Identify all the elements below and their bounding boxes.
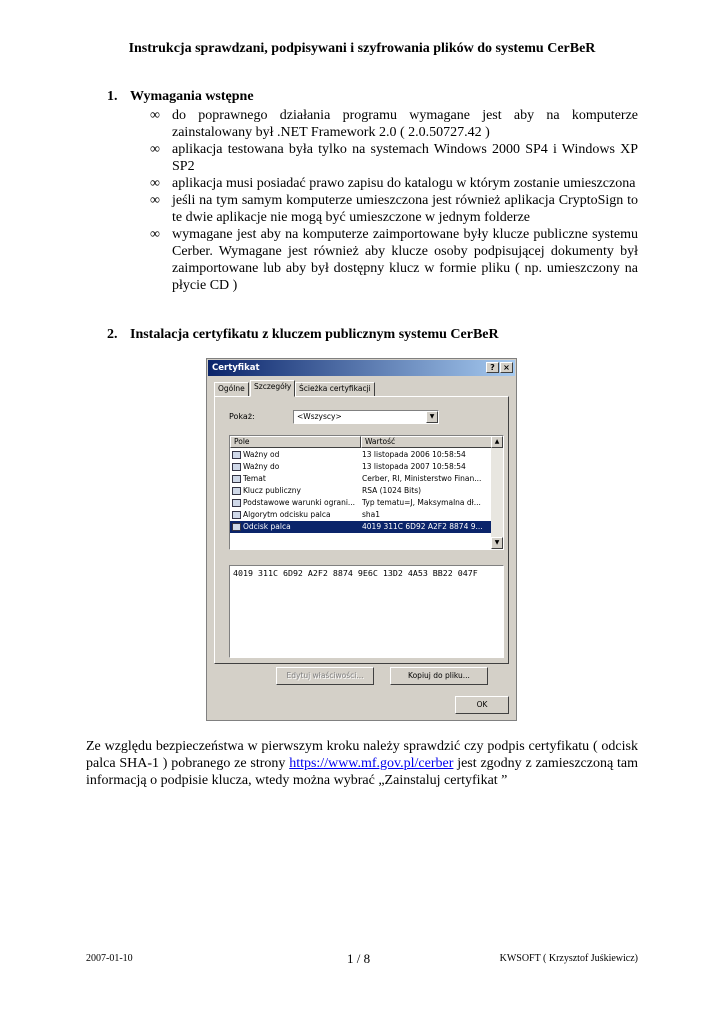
details-panel [214,396,509,664]
show-label: Pokaż: [229,412,255,421]
infinity-bullet-icon: ∞ [150,142,160,157]
scroll-down-icon[interactable]: ▼ [491,537,503,549]
infinity-bullet-icon: ∞ [150,176,160,191]
column-header-value[interactable]: Wartość [361,436,492,448]
page-number: 1 / 8 [347,951,371,966]
show-select[interactable] [293,410,439,424]
requirement-item: ∞ jeśli na tym samym komputerze umieszczona jest również aplikacja CryptoSign to te dwie aplikacje nie mogą być umieszczone w jednym folderze [150,193,638,225]
list-item[interactable]: Temat Cerber, RI, Ministerstwo Finan... [230,473,492,485]
dialog-titlebar [208,360,515,376]
section-1-heading [107,89,254,105]
certificate-field-icon [232,463,241,471]
copy-to-file-button[interactable]: Kopiuj do pliku... [390,667,488,685]
section-2-heading [107,327,499,343]
tab-details[interactable]: Szczegóły [250,380,295,397]
tab-certification-path[interactable]: Ścieżka certyfikacji [295,382,375,397]
list-item[interactable]: Podstawowe warunki ograni... Typ tematu=J, Maksymalna dł... [230,497,492,509]
list-item[interactable]: Ważny do 13 listopada 2007 10:58:54 [230,461,492,473]
requirement-item: ∞ aplikacja musi posiadać prawo zapisu do katalogu w którym zostanie umieszczona [150,176,636,191]
requirement-item: ∞ do poprawnego działania programu wymagane jest aby na komputerze zainstalowany był .NET Framework 2.0 ( 2.0.50727.42 ) [150,108,638,140]
requirement-item: ∞ aplikacja testowana była tylko na systemach Windows 2000 SP4 i Windows XP SP2 [150,142,638,174]
show-select-value: <Wszyscy> [297,412,342,421]
field-value-textbox[interactable]: 4019 311C 6D92 A2F2 8874 9E6C 13D2 4A53 BB22 047F [229,565,504,658]
help-button[interactable]: ? [486,362,499,373]
scroll-up-icon[interactable]: ▲ [491,436,503,448]
section-2-title: Instalacja certyfikatu z kluczem publicznym systemu CerBeR [130,327,499,342]
certificate-field-icon [232,487,241,495]
infinity-bullet-icon: ∞ [150,193,160,208]
requirement-item: ∞ wymagane jest aby na komputerze zaimportowane były klucze publiczne systemu Cerber. Wymagane jest również aby klucze osoby podpisującej dokumenty był zaimportowane lub aby był dostępny klucz w formie pliku ( np. umieszczony na płycie CD ) [150,227,638,293]
requirements-list [150,107,638,294]
footer-date: 2007-01-10 [86,953,133,964]
section-1-number: 1. [107,89,118,104]
property-field-icon [232,523,241,531]
extension-field-icon [232,499,241,507]
column-header-field[interactable]: Pole [230,436,361,448]
ok-button[interactable]: OK [455,696,509,714]
tab-general[interactable]: Ogólne [214,382,249,397]
list-item-selected[interactable]: Odcisk palca 4019 311C 6D92 A2F2 8874 9... [230,521,492,533]
property-field-icon [232,511,241,519]
edit-properties-button: Edytuj właściwości... [276,667,374,685]
certificate-field-icon [232,451,241,459]
fields-list[interactable] [229,435,504,550]
infinity-bullet-icon: ∞ [150,227,160,242]
list-item[interactable]: Ważny od 13 listopada 2006 10:58:54 [230,449,492,461]
section-2-number: 2. [107,327,118,342]
chevron-down-icon[interactable]: ▼ [426,411,438,423]
close-button[interactable]: × [500,362,513,373]
instruction-paragraph: Ze względu bezpieczeństwa w pierwszym kroku należy sprawdzić czy podpis certyfikatu ( odcisk palca SHA-1 ) pobranego ze strony https://www.mf.gov.pl/cerber jest zgodny z zamieszczoną tam informacją o podpisie klucza, wtedy można wybrać „Zainstaluj certyfikat ” [86,739,638,788]
footer-author: KWSOFT ( Krzysztof Juśkiewicz) [499,953,638,964]
certificate-dialog [206,358,517,721]
section-1-title: Wymagania wstępne [130,89,254,104]
document-title: Instrukcja sprawdzani, podpisywani i szyfrowania plików do systemu CerBeR [128,41,596,56]
certificate-field-icon [232,475,241,483]
dialog-title: Certyfikat [212,363,260,373]
list-item[interactable]: Klucz publiczny RSA (1024 Bits) [230,485,492,497]
cerber-link[interactable]: https://www.mf.gov.pl/cerber [289,756,454,771]
infinity-bullet-icon: ∞ [150,108,160,123]
list-item[interactable]: Algorytm odcisku palca sha1 [230,509,492,521]
vertical-scrollbar[interactable] [491,436,503,549]
